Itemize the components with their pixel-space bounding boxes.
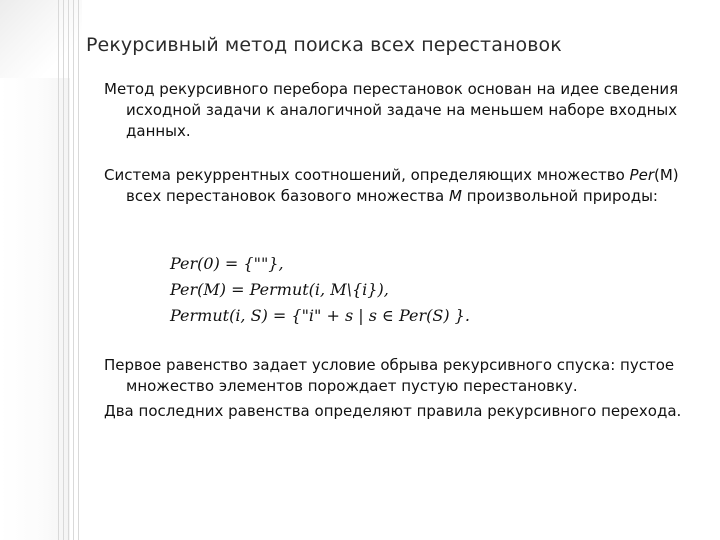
- text: (M): [654, 166, 679, 184]
- formula-per-m: Per(M) = Permut(i, M\{i}),: [170, 280, 389, 299]
- paragraph-method: Метод рекурсивного перебора перестановок основан на идее сведения исходной задачи к аналогичной задаче на меньшем наборе входных данных.: [104, 80, 679, 140]
- slide-title: Рекурсивный метод поиска всех перестановок: [86, 34, 562, 56]
- text: произвольной природы:: [461, 187, 658, 205]
- formula-permut: Permut(i, S) = {"i" + s | s ∈ Per(S) }.: [170, 306, 470, 325]
- formula-per-zero: Per(0) = {""},: [170, 254, 284, 273]
- paragraph-first-equality: Первое равенство задает условие обрыва рекурсивного спуска: пустое множество элементов порождает пустую перестановку.: [104, 356, 675, 395]
- text: всех перестановок базового множества: [126, 187, 450, 205]
- m-symbol: M: [449, 187, 462, 205]
- text: Система рекуррентных соотношений, определяющих множество: [104, 166, 630, 184]
- per-symbol: Per: [629, 166, 654, 184]
- paragraph-last-equalities: Два последних равенства определяют правила рекурсивного перехода.: [104, 402, 682, 420]
- decorative-left-border: [0, 0, 82, 540]
- paragraph-system: [104, 165, 694, 207]
